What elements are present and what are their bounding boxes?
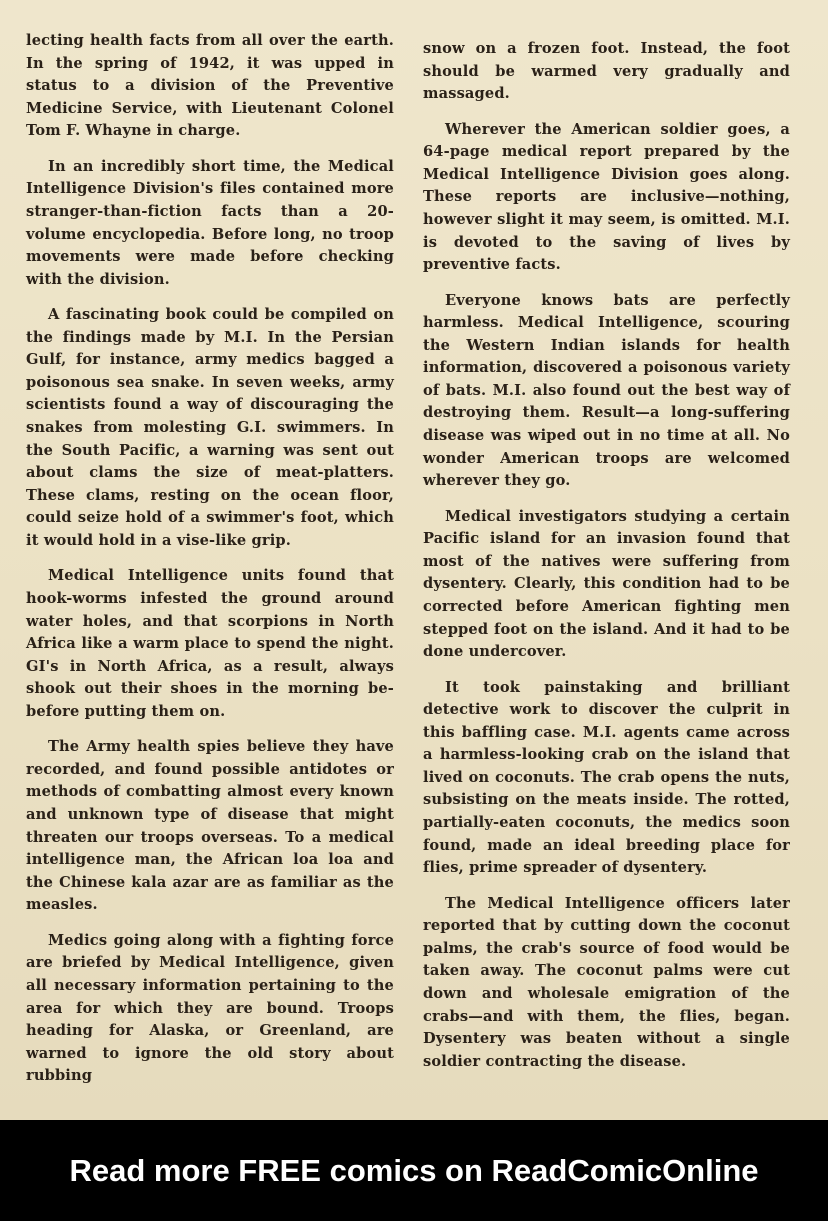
right-paragraph-5: It took painstaking and brilliant detective work to discover the culprit in this baffling case. M.I. agents came across a harmless-looking crab on the island that lived on coconuts. The crab opens the nuts, subsisting on the meats inside. The rotted, partially-eaten coconuts, the medics soon found, made an ideal breeding place for flies, prime spreader of dysentery. <box>423 678 790 877</box>
left-column <box>26 30 394 1101</box>
left-paragraph-2: In an incredibly short time, the Medical Intelligence Division's files contained more stranger-than-fiction facts than a 20-volume encyclopedia. Before long, no troop movements were made before checking with the division. <box>26 157 394 288</box>
right-paragraph-6: The Medical Intelligence officers later reported that by cutting down the coconut palms, the crab's source of food would be taken away. The coconut palms were cut down and wholesale emigration of the crabs—and with them, the flies, began. Dysentery was beaten without a single soldier contracting the disease. <box>423 894 790 1070</box>
right-paragraph-4: Medical investigators studying a certain Pacific island for an invasion found that most of the natives were suffering from dysentery. Clearly, this condition had to be corrected before American fighting men stepped foot on the island. And it had to be done undercover. <box>423 507 790 661</box>
promo-banner-text[interactable]: Read more FREE comics on ReadComicOnline <box>69 1152 759 1188</box>
left-paragraph-1: lecting health facts from all over the earth. In the spring of 1942, it was upped in status to a division of the Preventive Medicine Service, with Lieutenant Colonel Tom F. Whayne in charge. <box>26 32 394 140</box>
left-paragraph-6: Medics going along with a fighting force are briefed by Medical Intelligence, given all necessary information pertaining to the area for which they are bound. Troops heading for Alaska, or Greenland, are warned to ignore the old story about rubbing <box>26 931 394 1085</box>
left-paragraph-3: A fascinating book could be compiled on the findings made by M.I. In the Persian Gulf, for instance, army medics bagged a poisonous sea snake. In seven weeks, army scientists found a way of discouraging the snakes from molesting G.I. swimmers. In the South Pacific, a warning was sent out about clams the size of meat-platters. These clams, resting on the ocean floor, could seize hold of a swimmer's foot, which it would hold in a vise-like grip. <box>26 306 394 549</box>
right-paragraph-1: snow on a frozen foot. Instead, the foot should be warmed very gradually and massaged. <box>423 40 790 103</box>
left-paragraph-5: The Army health spies believe they have recorded, and found possible antidotes or methods of combatting almost every known and unknown type of disease that might threaten our troops overseas. To a medical intelligence man, the African loa loa and the Chinese kala azar are as familiar as the measles. <box>26 738 394 914</box>
right-column <box>423 38 790 1086</box>
promo-banner[interactable] <box>0 1120 828 1221</box>
right-paragraph-3: Everyone knows bats are perfectly harmless. Medical Intelligence, scouring the Western Indian islands for health information, discovered a poisonous variety of bats. M.I. also found out the best way of destroying them. Result—a long-suffering disease was wiped out in no time at all. No wonder American troops are welcomed wherever they go. <box>423 291 790 490</box>
left-paragraph-4: Medical Intelligence units found that hook-worms infested the ground around water holes, and that scorpions in North Africa like a warm place to spend the night. GI's in North Africa, as a result, always shook out their shoes in the morning be-before putting them on. <box>26 567 394 720</box>
right-paragraph-2: Wherever the American soldier goes, a 64-page medical report prepared by the Medical Intelligence Division goes along. These reports are inclusive—nothing, however slight it may seem, is omitted. M.I. is devoted to the saving of lives by preventive facts. <box>423 120 790 274</box>
